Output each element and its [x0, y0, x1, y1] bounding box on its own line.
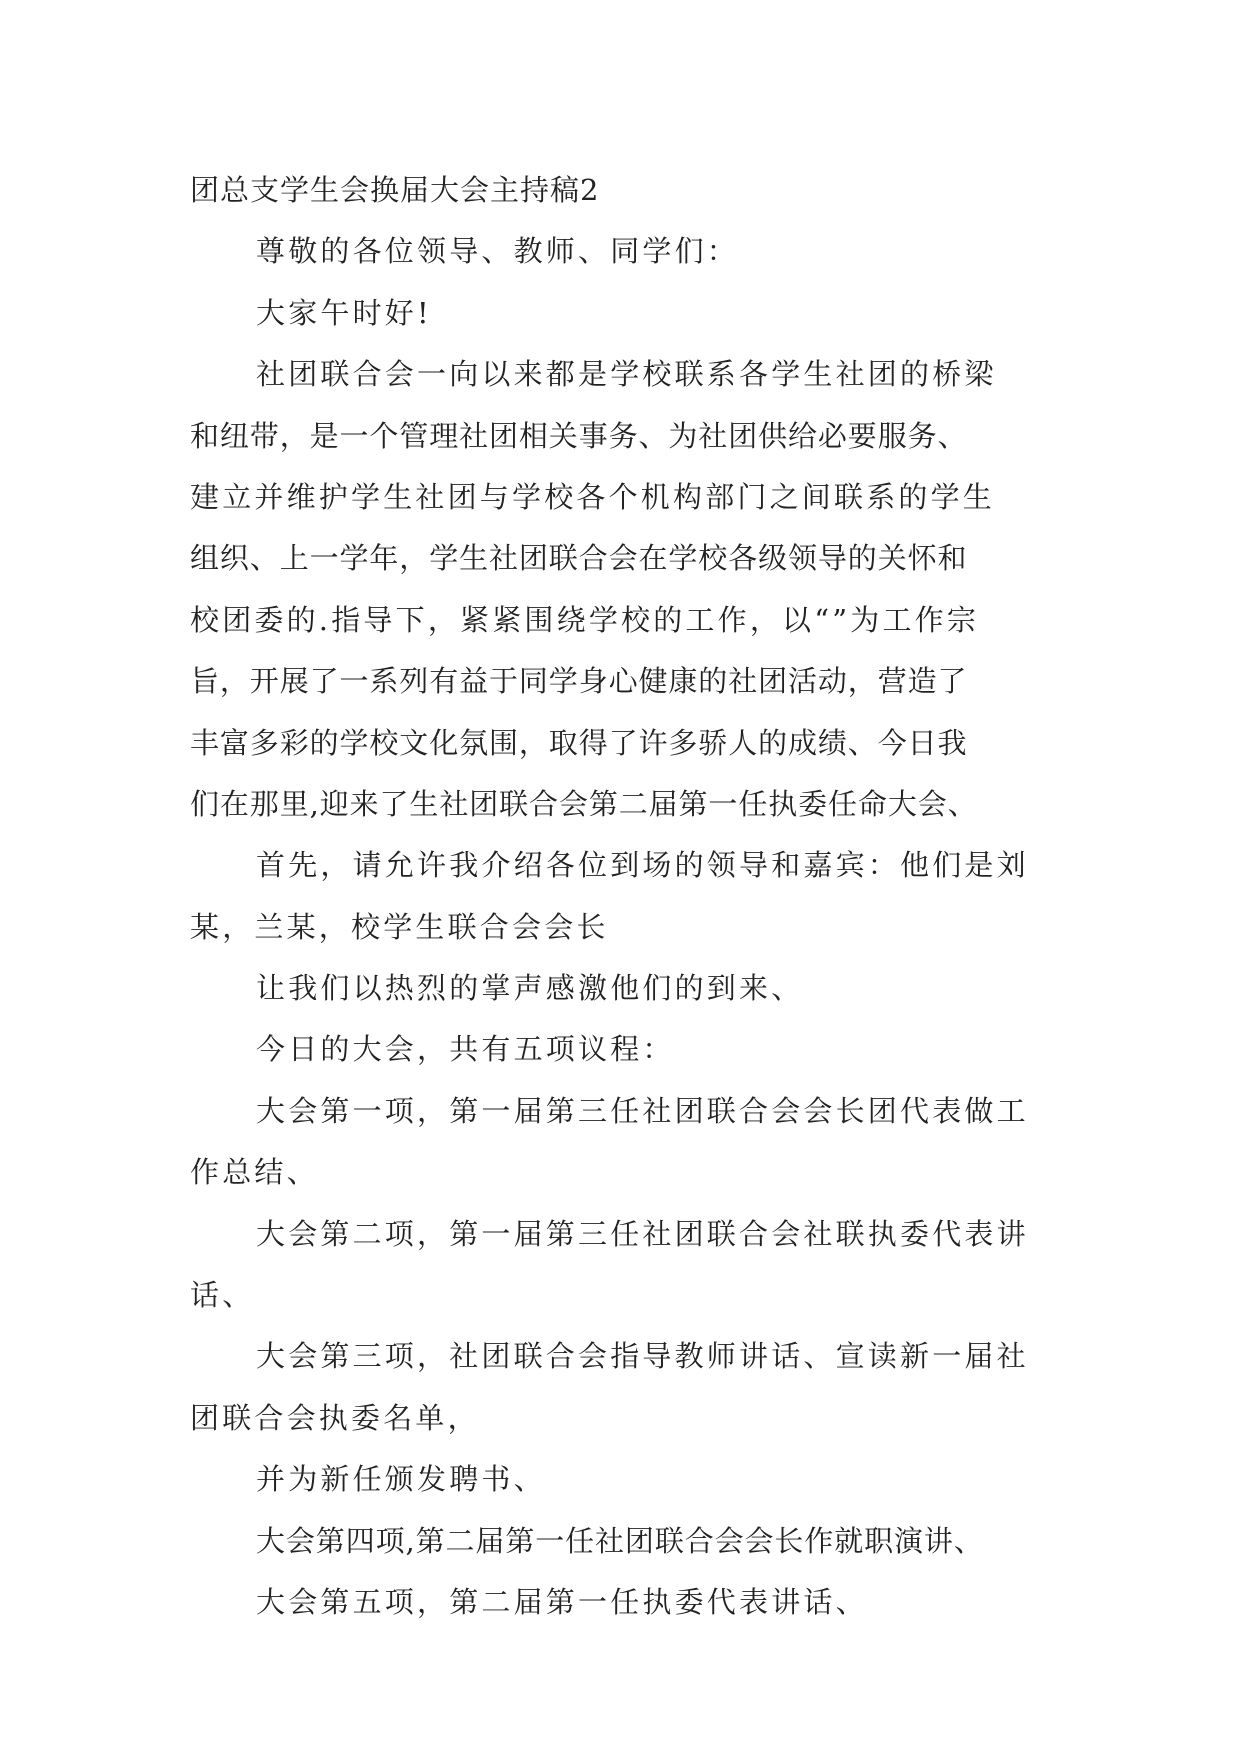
paragraph-line: 大会第一项，第一届第三任社团联合会会长团代表做工: [256, 1093, 1029, 1128]
paragraph-line: 今日的大会，共有五项议程：: [256, 1032, 675, 1067]
paragraph-line: 大家午时好!: [256, 295, 432, 330]
paragraph-line: 大会第二项，第一届第三任社团联合会社联执委代表讲: [256, 1216, 1029, 1251]
paragraph-line: 们在那里,迎来了生社团联合会第二届第一任执委任命大会、: [190, 786, 978, 821]
paragraph-line: 旨，开展了一系列有益于同学身心健康的社团活动，营造了: [190, 664, 968, 699]
paragraph-line: 尊敬的各位领导、教师、同学们：: [256, 234, 740, 269]
paragraph-line: 首先，请允许我介绍各位到场的领导和嘉宾：他们是刘: [256, 848, 1029, 883]
paragraph-line: 并为新任颁发聘书、: [256, 1462, 546, 1497]
paragraph-line: 某，兰某，校学生联合会会长: [190, 909, 609, 944]
paragraph-line: 大会第四项,第二届第一任社团联合会会长作就职演讲、: [256, 1523, 984, 1558]
paragraph-line: 团联合会执委名单，: [190, 1400, 480, 1435]
paragraph-line: 校团委的.指导下，紧紧围绕学校的工作，以“”为工作宗: [190, 602, 980, 637]
paragraph-line: 和纽带，是一个管理社团相关事务、为社团供给必要服务、: [190, 418, 968, 453]
paragraph-line: 作总结、: [190, 1155, 319, 1190]
paragraph-line: 丰富多彩的学校文化氛围，取得了许多骄人的成绩、今日我: [190, 725, 968, 760]
paragraph-line: 社团联合会一向以来都是学校联系各学生社团的桥梁: [256, 357, 997, 392]
paragraph-line: 大会第三项，社团联合会指导教师讲话、宣读新一届社: [256, 1339, 1029, 1374]
paragraph-line: 让我们以热烈的掌声感激他们的到来、: [256, 971, 804, 1006]
paragraph-line: 大会第五项，第二届第一任执委代表讲话、: [256, 1584, 868, 1619]
document-body: [190, 160, 1060, 1633]
paragraph-line: 建立并维护学生社团与学校各个机构部门之间联系的学生: [190, 479, 996, 514]
paragraph-line: 话、: [190, 1278, 255, 1313]
paragraph-line: 组织、上一学年，学生社团联合会在学校各级领导的关怀和: [190, 541, 968, 576]
document-title: 团总支学生会换届大会主持稿2: [190, 173, 600, 207]
